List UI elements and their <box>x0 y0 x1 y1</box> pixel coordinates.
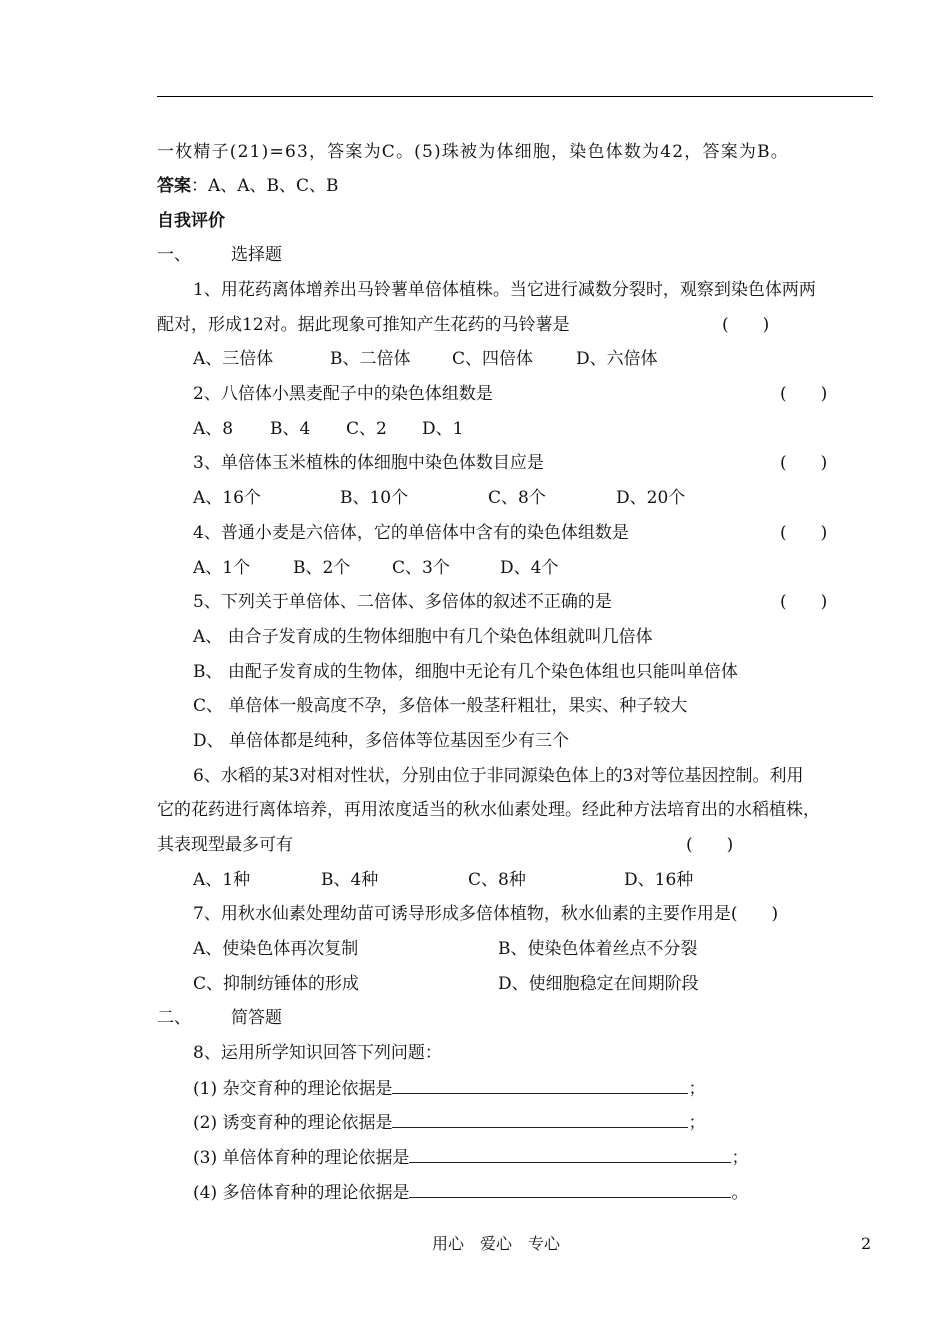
q2-option-b: B、4 <box>270 419 311 439</box>
q1-option-d: D、六倍体 <box>576 349 658 369</box>
q8-item-2-blank[interactable] <box>392 1110 688 1128</box>
q4-text: 4、普通小麦是六倍体，它的单倍体中含有的染色体组数是 <box>193 523 629 543</box>
q3-text: 3、单倍体玉米植株的体细胞中染色体数目应是 <box>193 453 544 473</box>
q2-option-c: C、2 <box>346 419 387 439</box>
q7-option-a: A、使染色体再次复制 <box>193 939 359 959</box>
q8-item-2-end: ； <box>688 1113 706 1133</box>
q2-option-a: A、8 <box>193 419 234 439</box>
q6-text-line1: 6、水稻的某3对相对性状，分别由位于非同源染色体上的3对等位基因控制。利用 <box>193 766 804 786</box>
part1-number: 一、 <box>157 245 191 265</box>
answer-line <box>157 174 339 198</box>
q8-item-3-prefix: (3) 单倍体育种的理论依据是 <box>193 1148 410 1168</box>
part1-title: 选择题 <box>231 245 282 265</box>
answer-label: 答案 <box>157 176 191 196</box>
section-title: 自我评价 <box>157 211 225 231</box>
part2-heading <box>157 1006 282 1030</box>
q8-item-1-end: ； <box>688 1079 706 1099</box>
q4-option-b: B、2个 <box>293 558 351 578</box>
part2-title: 简答题 <box>231 1008 282 1028</box>
q8-item-4-prefix: (4) 多倍体育种的理论依据是 <box>193 1183 410 1203</box>
part1-heading <box>157 243 282 267</box>
q1-text-line2: 配对，形成12对。据此现象可推知产生花药的马铃薯是 <box>157 315 570 335</box>
q5-option-c: C、 单倍体一般高度不孕，多倍体一般茎秆粗壮，果实、种子较大 <box>193 696 688 716</box>
q8-item-4-end: 。 <box>731 1183 749 1203</box>
q3-option-d: D、20个 <box>616 488 686 508</box>
q6-answer-paren: ( ) <box>686 835 734 855</box>
q5-answer-paren: ( ) <box>780 592 828 612</box>
q7-text: 7、用秋水仙素处理幼苗可诱导形成多倍体植物，秋水仙素的主要作用是( ) <box>193 904 779 924</box>
q1-answer-paren: ( ) <box>722 315 770 335</box>
q5-option-b: B、 由配子发育成的生物体，细胞中无论有几个染色体组也只能叫单倍体 <box>193 662 738 682</box>
q5-text: 5、下列关于单倍体、二倍体、多倍体的叙述不正确的是 <box>193 592 612 612</box>
q8-item-3-blank[interactable] <box>409 1145 731 1163</box>
q6-option-c: C、8种 <box>468 870 526 890</box>
page-number: 2 <box>861 1234 872 1253</box>
q1-text-line1: 1、用花药离体增养出马铃薯单倍体植株。当它进行减数分裂时，观察到染色体两两 <box>193 280 816 300</box>
q8-item-4 <box>193 1180 748 1205</box>
q4-answer-paren: ( ) <box>780 523 828 543</box>
q6-text-line3: 其表现型最多可有 <box>157 835 293 855</box>
q8-item-4-blank[interactable] <box>409 1180 731 1198</box>
q8-item-1-prefix: (1) 杂交育种的理论依据是 <box>193 1079 393 1099</box>
q6-option-b: B、4种 <box>321 870 379 890</box>
q3-answer-paren: ( ) <box>780 453 828 473</box>
q8-item-1 <box>193 1076 705 1101</box>
q2-answer-paren: ( ) <box>780 384 828 404</box>
footer-motto: 用心 爱心 专心 <box>432 1234 561 1253</box>
answer-value: ：A、A、B、C、B <box>191 176 339 196</box>
q1-option-a: A、三倍体 <box>193 349 274 369</box>
q2-option-d: D、1 <box>422 419 464 439</box>
q4-option-a: A、1个 <box>193 558 251 578</box>
q8-item-3 <box>193 1145 748 1170</box>
q8-item-1-blank[interactable] <box>392 1076 688 1094</box>
q5-option-d: D、 单倍体都是纯种，多倍体等位基因至少有三个 <box>193 731 570 751</box>
q2-text: 2、八倍体小黑麦配子中的染色体组数是 <box>193 384 493 404</box>
q8-item-3-end: ； <box>731 1148 749 1168</box>
q3-option-c: C、8个 <box>488 488 546 508</box>
q4-option-d: D、4个 <box>500 558 559 578</box>
q4-option-c: C、3个 <box>392 558 450 578</box>
q6-option-d: D、16种 <box>624 870 694 890</box>
header-rule <box>157 96 873 97</box>
q7-option-b: B、使染色体着丝点不分裂 <box>498 939 698 959</box>
q7-option-d: D、使细胞稳定在间期阶段 <box>498 974 699 994</box>
q3-option-b: B、10个 <box>340 488 409 508</box>
intro-line: 一枚精子(21)=63，答案为C。(5)珠被为体细胞，染色体数为42，答案为B。 <box>157 142 789 162</box>
q3-option-a: A、16个 <box>193 488 261 508</box>
q5-option-a: A、 由合子发育成的生物体细胞中有几个染色体组就叫几倍体 <box>193 627 653 647</box>
q6-option-a: A、1种 <box>193 870 251 890</box>
q1-option-c: C、四倍体 <box>452 349 534 369</box>
q7-option-c: C、抑制纺锤体的形成 <box>193 974 360 994</box>
q8-item-2 <box>193 1110 705 1135</box>
q8-item-2-prefix: (2) 诱变育种的理论依据是 <box>193 1113 393 1133</box>
q8-text: 8、运用所学知识回答下列问题： <box>193 1043 442 1063</box>
q6-text-line2: 它的花药进行离体培养，再用浓度适当的秋水仙素处理。经此种方法培育出的水稻植株， <box>157 800 820 820</box>
part2-number: 二、 <box>157 1008 191 1028</box>
q1-option-b: B、二倍体 <box>330 349 411 369</box>
